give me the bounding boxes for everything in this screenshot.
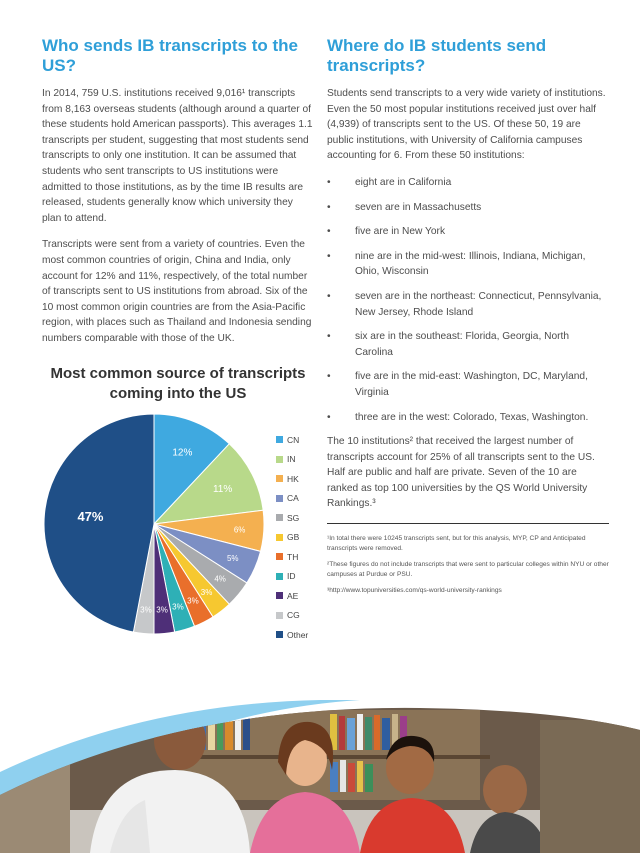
legend-swatch: [276, 534, 283, 541]
legend-label: CA: [287, 493, 299, 504]
legend-item-cg: [276, 606, 308, 626]
legend-item-sg: [276, 508, 308, 528]
students-photo: [0, 700, 640, 853]
chart-legend: [276, 430, 308, 645]
legend-label: CG: [287, 610, 300, 621]
left-paragraph-2: Transcripts were sent from a variety of countries. Even the most common countries of origin, China and India, only account for 12% and 11%, respectively, of the total number of transcripts sent to US institutions from abroad. Six of the 10 most common origin countries are from the Asia-Pacific region, with places such as Thailand and Indonesia sending numbers comparable with those of the UK.: [42, 239, 312, 344]
data-label-th: 3%: [187, 596, 199, 606]
data-label-other: 47%: [77, 508, 104, 524]
left-heading: Who sends IB transcripts to the US?: [42, 36, 298, 75]
list-item: • five are in New York: [327, 224, 609, 240]
footnote-2: ²These figures do not include transcripts that were sent to particular colleges within NYU or other campuses at Purdue or PSU.: [327, 561, 609, 579]
bullet-icon: •: [327, 371, 331, 383]
institution-list: [327, 175, 609, 425]
legend-swatch: [276, 592, 283, 599]
legend-label: CN: [287, 434, 300, 445]
data-label-id: 3%: [172, 602, 184, 612]
legend-label: Other: [287, 629, 309, 640]
pie-chart: [42, 412, 272, 637]
bullet-icon: •: [327, 250, 331, 262]
bullet-icon: •: [327, 176, 331, 188]
legend-item-ae: [276, 586, 308, 606]
legend-swatch: [276, 612, 283, 619]
list-item: • nine are in the mid-west: Illinois, Indiana, Michigan, Ohio, Wisconsin: [327, 250, 586, 278]
bullet-icon: •: [327, 411, 331, 423]
legend-item-th: [276, 547, 308, 567]
list-item: • seven are in the northeast: Connecticut, Pennsylvania, New Jersey, Rhode Island: [327, 290, 602, 318]
legend-swatch: [276, 631, 283, 638]
legend-item-ca: [276, 489, 308, 509]
legend-label: AE: [287, 590, 299, 601]
legend-label: SG: [287, 512, 300, 523]
bullet-icon: •: [327, 290, 331, 302]
data-label-hk: 6%: [233, 525, 246, 535]
legend-swatch: [276, 475, 283, 482]
bullet-icon: •: [327, 331, 331, 343]
list-item: • three are in the west: Colorado, Texas, Washington.: [327, 410, 609, 426]
legend-item-id: [276, 567, 308, 587]
bullet-icon: •: [327, 201, 331, 213]
data-label-cn: 12%: [172, 447, 193, 459]
legend-item-in: [276, 450, 308, 470]
footnote-1: ¹In total there were 10245 transcripts sent, but for this analysis, MYP, CP and Anticipated transcripts were removed.: [327, 535, 586, 553]
legend-swatch: [276, 495, 283, 502]
legend-label: TH: [287, 551, 299, 562]
legend-item-hk: [276, 469, 308, 489]
legend-label: GB: [287, 532, 300, 543]
list-item: • six are in the southeast: Florida, Georgia, North Carolina: [327, 331, 570, 358]
list-item: • seven are in Massachusetts: [327, 200, 609, 216]
data-label-sg: 4%: [214, 574, 226, 584]
data-label-cg: 3%: [140, 605, 152, 615]
data-label-gb: 3%: [200, 587, 213, 597]
data-label-ae: 3%: [156, 605, 168, 615]
data-label-in: 11%: [212, 484, 233, 496]
right-paragraph-1: Students send transcripts to a very wide variety of institutions. Even the 50 most popular institutions received just over half (4,939) of transcripts sent to the US. Of these 50, 19 are public institutions, with University of California campuses accounting for 6. From these 50 institutions:: [327, 88, 606, 162]
right-paragraph-2: The 10 institutions² that received the largest number of transcripts account for 25% of all transcripts sent to the US. Half are public and half are private. Seven of the 10 are ranked as top 100 universities by the QS World University Rankings.³: [327, 436, 595, 510]
footnote-3: ³http://www.topuniversities.com/qs-world-university-rankings: [327, 587, 502, 595]
legend-label: ID: [287, 571, 296, 582]
data-label-ca: 5%: [226, 554, 239, 564]
legend-item-gb: [276, 528, 308, 548]
right-heading: Where do IB students send transcripts?: [327, 36, 547, 75]
legend-swatch: [276, 573, 283, 580]
chart-title: Most common source of transcripts coming into the US: [50, 365, 306, 402]
legend-swatch: [276, 456, 283, 463]
bullet-icon: •: [327, 226, 331, 238]
legend-label: HK: [287, 473, 299, 484]
legend-swatch: [276, 553, 283, 560]
list-item: • eight are in California: [327, 175, 609, 191]
legend-item-cn: [276, 430, 308, 450]
left-paragraph-1: In 2014, 759 U.S. institutions received 9,016¹ transcripts from 8,163 overseas students (although around a quarter of these students hold American passports). This averages 1.1 transcripts per student, suggesting that most students send transcripts to only one institution. It can be assumed that students who sent transcripts to US institutions were admitted to those institutions, as by the time IB results are released, students generally know which university they plan to attend.: [42, 88, 313, 224]
footnote-divider: [327, 523, 609, 524]
legend-swatch: [276, 514, 283, 521]
legend-swatch: [276, 436, 283, 443]
legend-label: IN: [287, 454, 296, 465]
left-column: [42, 36, 314, 358]
right-column: [327, 36, 609, 602]
photo-scene: [0, 700, 640, 853]
list-item: • five are in the mid-east: Washington, DC, Maryland, Virginia: [327, 371, 588, 398]
legend-item-other: [276, 625, 308, 645]
